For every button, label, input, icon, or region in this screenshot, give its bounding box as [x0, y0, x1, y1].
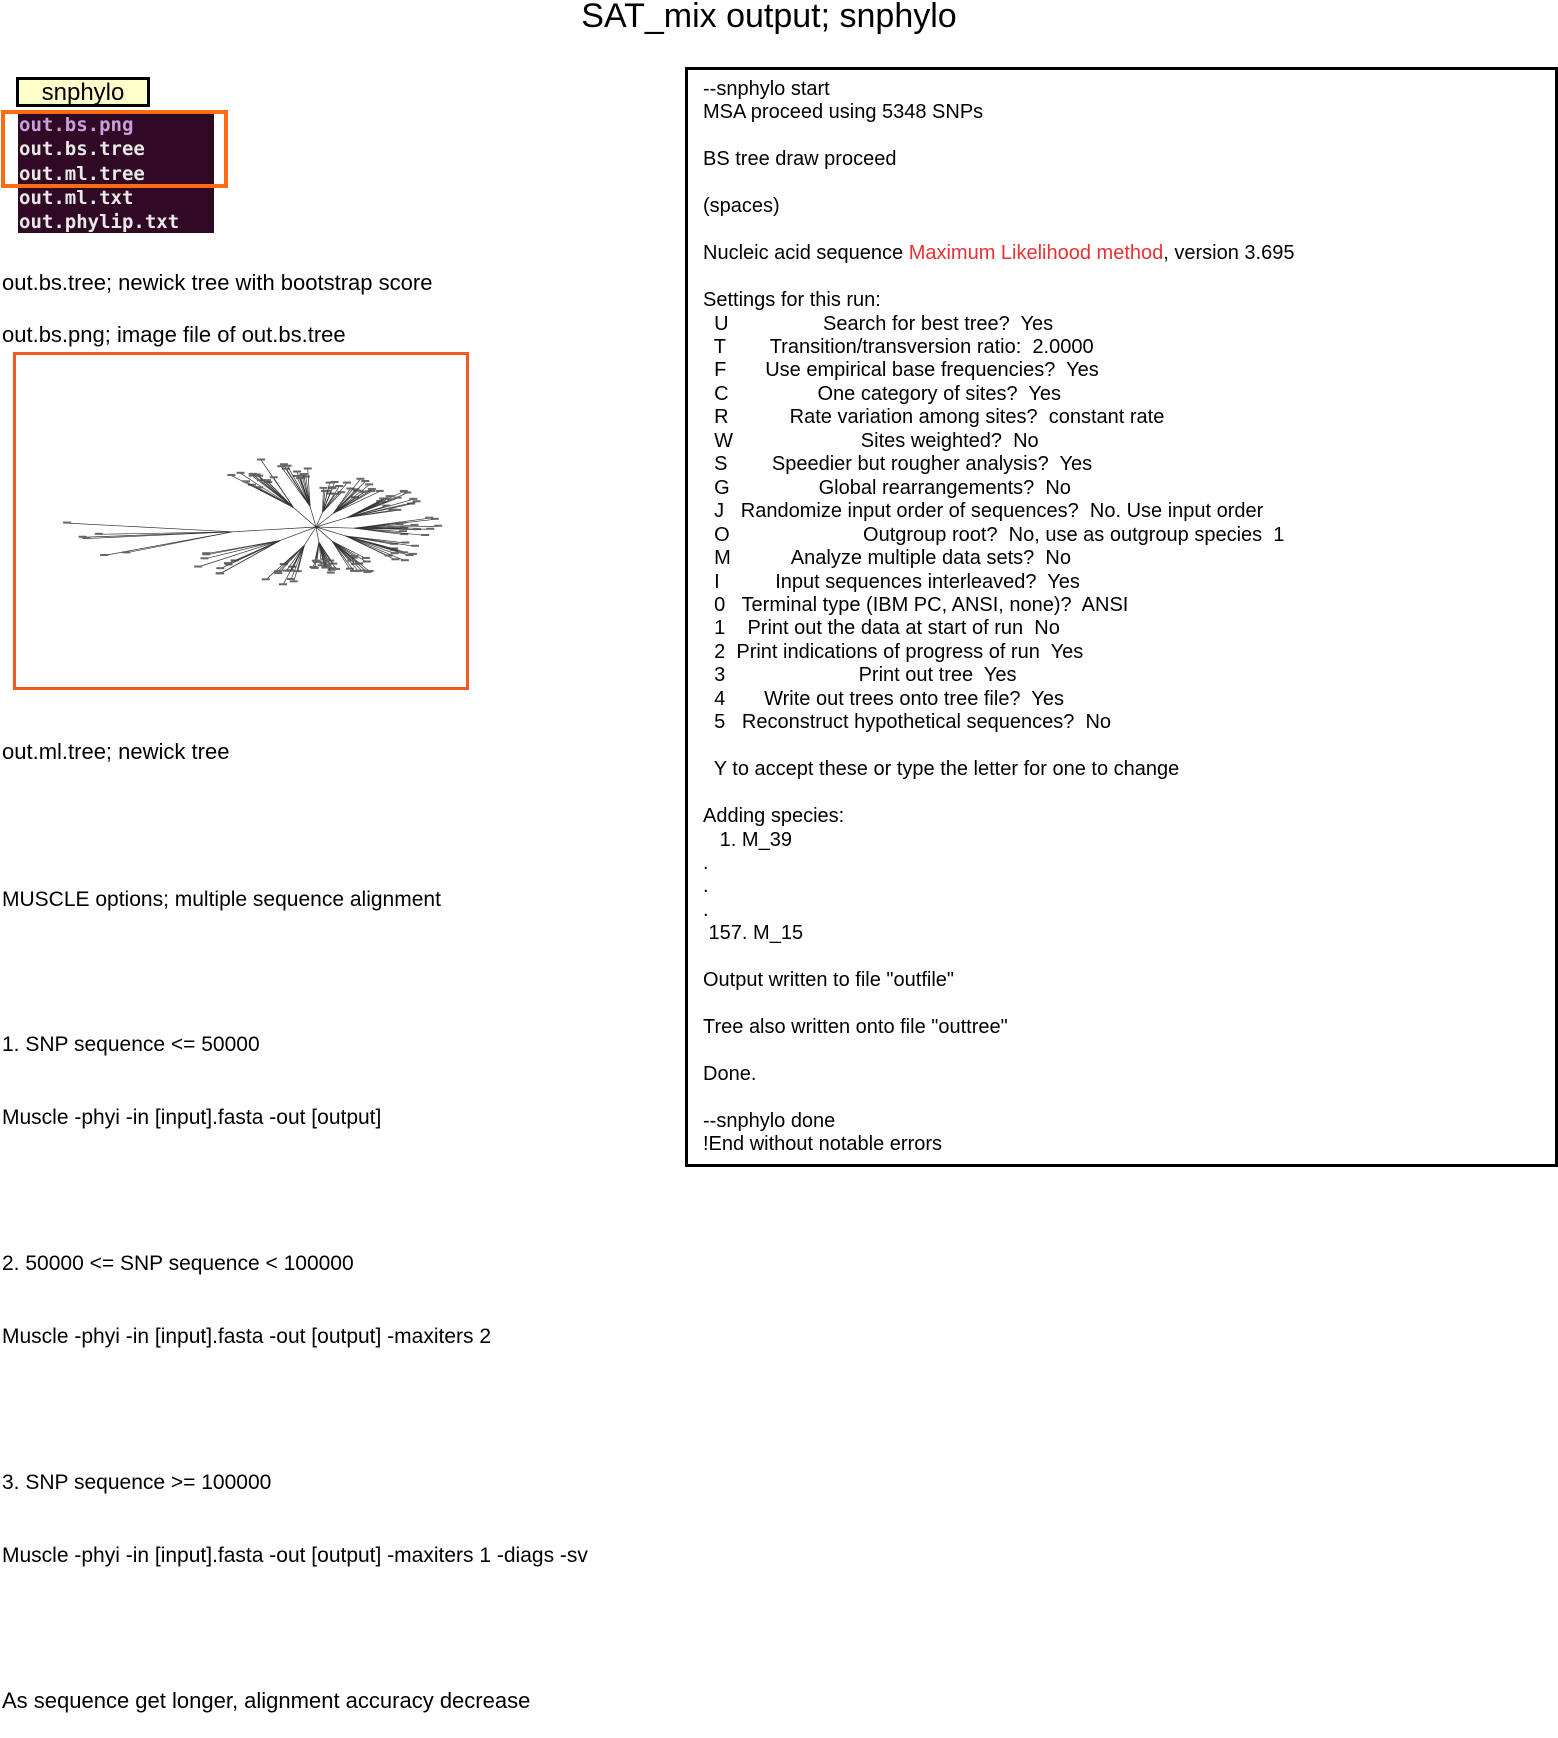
- tree-leaf-label: [95, 533, 103, 535]
- tree-leaf-label: [351, 555, 359, 557]
- tree-leaf-label: [398, 522, 406, 524]
- log-setting-j: J Randomize input order of sequences? No. Use input order: [703, 500, 1555, 523]
- tree-leaf-label: [409, 498, 417, 500]
- tree-leaf-label: [321, 558, 329, 560]
- log-setting-3: 3 Print out tree Yes: [703, 664, 1555, 687]
- log-nucleic-suffix: , version 3.695: [1163, 242, 1294, 264]
- tree-branch: [310, 506, 316, 527]
- log-end: !End without notable errors: [703, 1133, 1555, 1156]
- tree-leaf-label: [274, 572, 282, 574]
- tree-leaf-label: [194, 565, 202, 567]
- tree-leaf-label: [327, 572, 335, 574]
- log-dot-2: .: [703, 875, 1555, 898]
- file-out-bs-png: out.bs.png: [19, 113, 214, 137]
- tree-branch: [228, 541, 280, 564]
- tree-leaf-label: [253, 473, 261, 475]
- tree-leaf-label: [257, 459, 265, 461]
- tree-leaf-label: [363, 561, 371, 563]
- highlight-box-tree-files: [1, 110, 228, 188]
- tree-leaf-label: [63, 522, 71, 524]
- tree-branch: [293, 507, 316, 527]
- tree-branch: [232, 527, 316, 532]
- tree-leaf-label: [400, 551, 408, 553]
- tree-leaf-label: [389, 509, 397, 511]
- muscle-heading: MUSCLE options; multiple sequence alignment: [2, 888, 588, 912]
- tree-leaf-label: [263, 479, 271, 481]
- tree-leaf-label: [293, 471, 301, 473]
- log-setting-r: R Rate variation among sites? constant rate: [703, 406, 1555, 429]
- tree-leaf-label: [294, 570, 302, 572]
- tree-leaf-label: [410, 524, 418, 526]
- muscle-conclusion: As sequence get longer, alignment accuracy decrease: [2, 1689, 588, 1713]
- tree-leaf-label: [413, 500, 421, 502]
- tree-leaf-label: [300, 473, 308, 475]
- tree-leaf-label: [332, 568, 340, 570]
- tree-leaf-label: [311, 567, 319, 569]
- tree-branch: [291, 545, 304, 579]
- log-snphylo-done: --snphylo done: [703, 1110, 1555, 1133]
- tree-leaf-label: [216, 572, 224, 574]
- log-setting-s: S Speedier but rougher analysis? Yes: [703, 453, 1555, 476]
- tree-branch: [206, 541, 280, 554]
- log-dot-1: .: [703, 852, 1555, 875]
- tree-leaf-label: [290, 580, 298, 582]
- page-title: SAT_mix output; snphylo: [0, 0, 1538, 38]
- tree-leaf-label: [434, 525, 442, 527]
- log-setting-u: U Search for best tree? Yes: [703, 313, 1555, 336]
- tree-leaf-label: [328, 487, 336, 489]
- log-setting-t: T Transition/transversion ratio: 2.0000: [703, 336, 1555, 359]
- snphylo-log-panel: [685, 67, 1558, 1167]
- tree-leaf-label: [287, 578, 295, 580]
- tree-leaf-label: [227, 474, 235, 476]
- tree-leaf-label: [224, 562, 232, 564]
- tree-leaf-label: [376, 490, 384, 492]
- tree-leaf-label: [391, 552, 399, 554]
- log-setting-1: 1 Print out the data at start of run No: [703, 617, 1555, 640]
- tree-leaf-label: [201, 557, 209, 559]
- file-out-ml-txt: out.ml.txt: [19, 186, 214, 210]
- log-setting-i: I Input sequences interleaved? Yes: [703, 571, 1555, 594]
- log-adding: Adding species:: [703, 805, 1555, 828]
- tree-leaf-label: [386, 495, 394, 497]
- log-setting-g: G Global rearrangements? No: [703, 477, 1555, 500]
- log-setting-c: C One category of sites? Yes: [703, 383, 1555, 406]
- log-start: --snphylo start: [703, 78, 1555, 101]
- tree-branch: [205, 541, 280, 559]
- log-outfile: Output written to file "outfile": [703, 969, 1555, 992]
- note-ml-tree: out.ml.tree; newick tree: [2, 739, 229, 765]
- muscle-options: [2, 839, 588, 1738]
- tree-leaf-label: [361, 480, 369, 482]
- log-dot-3: .: [703, 899, 1555, 922]
- tree-leaf-label: [431, 518, 439, 520]
- log-species-last: 157. M_15: [703, 922, 1555, 945]
- file-out-bs-tree: out.bs.tree: [19, 137, 214, 161]
- tree-branch: [316, 527, 354, 528]
- tree-leaf-label: [270, 476, 278, 478]
- tree-leaf-label: [262, 578, 270, 580]
- unrooted-tree-graphic: [16, 355, 466, 687]
- muscle-opt1-command: Muscle -phyi -in [input].fasta -out [output]: [2, 1106, 588, 1130]
- log-nucleic-method: Maximum Likelihood method: [909, 242, 1164, 264]
- log-species-first: 1. M_39: [703, 829, 1555, 852]
- log-setting-f: F Use empirical base frequencies? Yes: [703, 359, 1555, 382]
- tree-leaf-label: [343, 482, 351, 484]
- tree-branch: [267, 481, 293, 508]
- tree-leaf-label: [391, 558, 399, 560]
- tree-leaf-label: [401, 541, 409, 543]
- tree-leaf-label: [202, 552, 210, 554]
- log-setting-2: 2 Print indications of progress of run Yes: [703, 641, 1555, 664]
- muscle-opt3-condition: 3. SNP sequence >= 100000: [2, 1471, 588, 1495]
- tree-leaf-label: [297, 477, 305, 479]
- file-out-ml-tree: out.ml.tree: [19, 162, 214, 186]
- tree-branch: [266, 545, 305, 579]
- note-bs-png: out.bs.png; image file of out.bs.tree: [2, 322, 346, 348]
- tree-branch: [316, 527, 346, 536]
- log-setting-o: O Outgroup root? No, use as outgroup species 1: [703, 524, 1555, 547]
- tree-leaf-label: [394, 497, 402, 499]
- tree-image: [13, 352, 469, 690]
- tree-leaf-label: [326, 482, 334, 484]
- tree-leaf-label: [237, 472, 245, 474]
- tree-leaf-label: [312, 560, 320, 562]
- muscle-opt2-condition: 2. 50000 <= SNP sequence < 100000: [2, 1252, 588, 1276]
- tree-leaf-label: [382, 505, 390, 507]
- tree-leaf-label: [216, 567, 224, 569]
- tree-leaf-label: [347, 560, 355, 562]
- tree-leaf-label: [409, 553, 417, 555]
- tree-leaf-label: [365, 483, 373, 485]
- tree-leaf-label: [366, 570, 374, 572]
- log-nucleic-prefix: Nucleic acid sequence: [703, 242, 909, 264]
- tree-leaf-label: [304, 467, 312, 469]
- file-out-phylip-txt: out.phylip.txt: [19, 210, 214, 234]
- log-msa: MSA proceed using 5348 SNPs: [703, 101, 1555, 124]
- tree-leaf-label: [122, 551, 130, 553]
- tree-leaf-label: [100, 554, 108, 556]
- tree-leaf-label: [319, 487, 327, 489]
- tree-leaf-label: [401, 559, 409, 561]
- tree-leaf-label: [350, 570, 358, 572]
- tree-leaf-label: [387, 498, 395, 500]
- log-outtree: Tree also written onto file "outtree": [703, 1016, 1555, 1039]
- tree-leaf-label: [274, 570, 282, 572]
- log-spaces: (spaces): [703, 195, 1555, 218]
- tree-leaf-label: [411, 545, 419, 547]
- muscle-opt2-command: Muscle -phyi -in [input].fasta -out [output] -maxiters 2: [2, 1325, 588, 1349]
- tree-leaf-label: [426, 528, 434, 530]
- log-nucleic-line: [703, 242, 1555, 265]
- tree-branch: [67, 523, 232, 532]
- tree-leaf-label: [284, 465, 292, 467]
- tree-leaf-label: [279, 583, 287, 585]
- log-setting-5: 5 Reconstruct hypothetical sequences? No: [703, 711, 1555, 734]
- tree-branch: [348, 500, 391, 518]
- log-setting-m: M Analyze multiple data sets? No: [703, 547, 1555, 570]
- tree-branch: [241, 473, 294, 507]
- tree-leaf-label: [362, 557, 370, 559]
- log-setting-0: 0 Terminal type (IBM PC, ANSI, none)? ANSI: [703, 594, 1555, 617]
- tree-leaf-label: [399, 530, 407, 532]
- tree-branch: [304, 527, 316, 545]
- log-bs-draw: BS tree draw proceed: [703, 148, 1555, 171]
- tree-branch: [333, 492, 364, 513]
- note-bs-tree: out.bs.tree; newick tree with bootstrap score: [2, 270, 432, 296]
- log-accept: Y to accept these or type the letter for one to change: [703, 758, 1555, 781]
- tree-leaf-label: [356, 478, 364, 480]
- tree-leaf-label: [321, 567, 329, 569]
- snphylo-badge: snphylo: [16, 77, 150, 107]
- log-done: Done.: [703, 1063, 1555, 1086]
- tree-branch: [316, 513, 333, 527]
- log-settings-header: Settings for this run:: [703, 289, 1555, 312]
- muscle-opt1-condition: 1. SNP sequence <= 50000: [2, 1033, 588, 1057]
- tree-leaf-label: [421, 534, 429, 536]
- log-setting-4: 4 Write out trees onto tree file? Yes: [703, 688, 1555, 711]
- tree-leaf-label: [360, 490, 368, 492]
- tree-leaf-label: [403, 491, 411, 493]
- tree-leaf-label: [242, 480, 250, 482]
- tree-leaf-label: [82, 537, 90, 539]
- muscle-opt3-command: Muscle -phyi -in [input].fasta -out [output] -maxiters 1 -diags -sv: [2, 1544, 588, 1568]
- tree-leaf-label: [293, 475, 301, 477]
- log-setting-w: W Sites weighted? No: [703, 430, 1555, 453]
- tree-branch: [316, 517, 348, 527]
- tree-leaf-label: [368, 488, 376, 490]
